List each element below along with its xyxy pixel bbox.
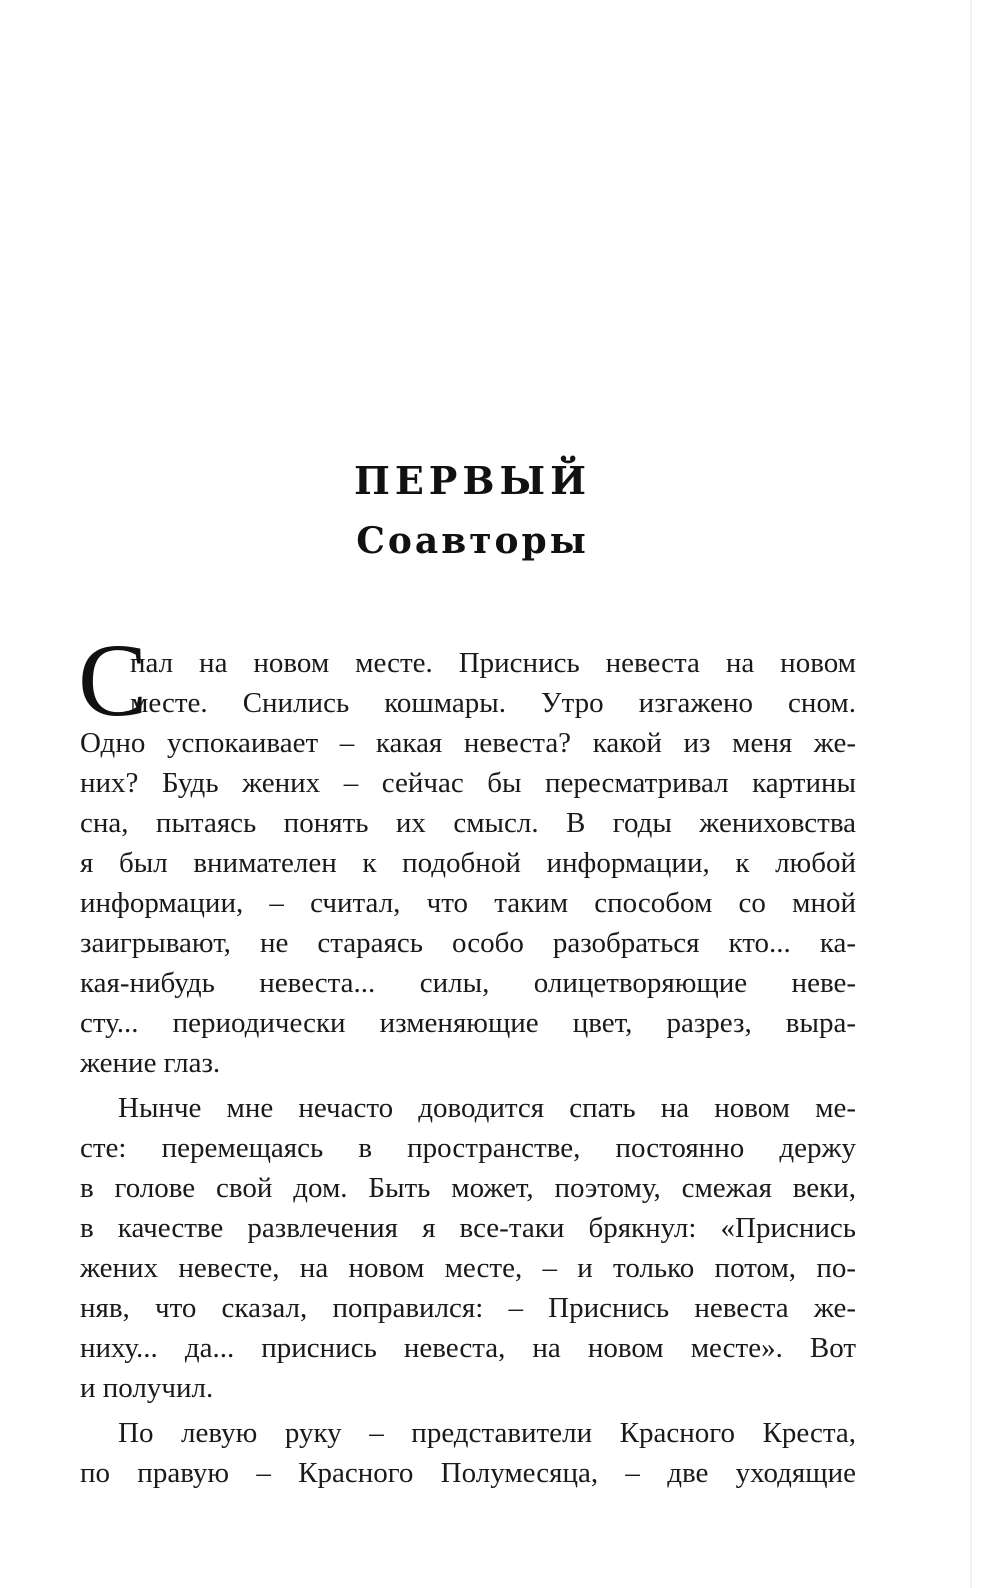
paragraph-2 xyxy=(80,1088,856,1408)
text-line: жених невесте, на новом месте, – и только потом, по- xyxy=(80,1252,856,1284)
paragraph-3 xyxy=(80,1413,856,1493)
text-line: Нынче мне нечасто доводится спать на новом ме- xyxy=(118,1092,856,1124)
text-line: няв, что сказал, поправился: – Приснись невеста же- xyxy=(80,1292,856,1324)
text-line: пал на новом месте. Приснись невеста на новом xyxy=(130,647,856,679)
text-line: и получил. xyxy=(80,1372,214,1404)
text-line: месте. Снились кошмары. Утро изгажено сном. xyxy=(130,687,856,719)
text-line: кая-нибудь невеста... силы, олицетворяющие неве- xyxy=(80,967,856,999)
drop-cap: С xyxy=(78,623,148,738)
text-line: Одно успокаивает – какая невеста? какой из меня же- xyxy=(80,727,856,759)
text-line: в голове свой дом. Быть может, поэтому, смежая веки, xyxy=(80,1172,856,1204)
body-text xyxy=(78,623,856,1493)
text-line: по правую – Красного Полумесяца, – две уходящие xyxy=(80,1457,856,1489)
chapter-title: ПЕРВЫЙ xyxy=(353,458,592,503)
text-line: информации, – считал, что таким способом со мной xyxy=(80,887,856,919)
text-line: я был внимателен к подобной информации, к любой xyxy=(80,847,856,879)
page-edge xyxy=(970,0,972,1588)
text-line: жение глаз. xyxy=(80,1047,221,1079)
paragraph-1 xyxy=(80,643,856,1083)
chapter-subtitle: Соавторы xyxy=(356,520,589,562)
text-line: заигрывают, не стараясь особо разобраться кто... ка- xyxy=(80,927,856,959)
text-line: в качестве развлечения я все-таки брякнул: «Приснись xyxy=(80,1212,856,1244)
text-line: сна, пытаясь понять их смысл. В годы жениховства xyxy=(80,807,856,839)
text-line: По левую руку – представители Красного Креста, xyxy=(118,1417,856,1449)
text-line: сту... периодически изменяющие цвет, разрез, выра- xyxy=(80,1007,856,1039)
text-line: сте: перемещаясь в пространстве, постоянно держу xyxy=(80,1132,856,1164)
text-line: ниху... да... приснись невеста, на новом месте». Вот xyxy=(80,1332,856,1364)
text-line: них? Будь жених – сейчас бы пересматривал картины xyxy=(80,767,856,799)
